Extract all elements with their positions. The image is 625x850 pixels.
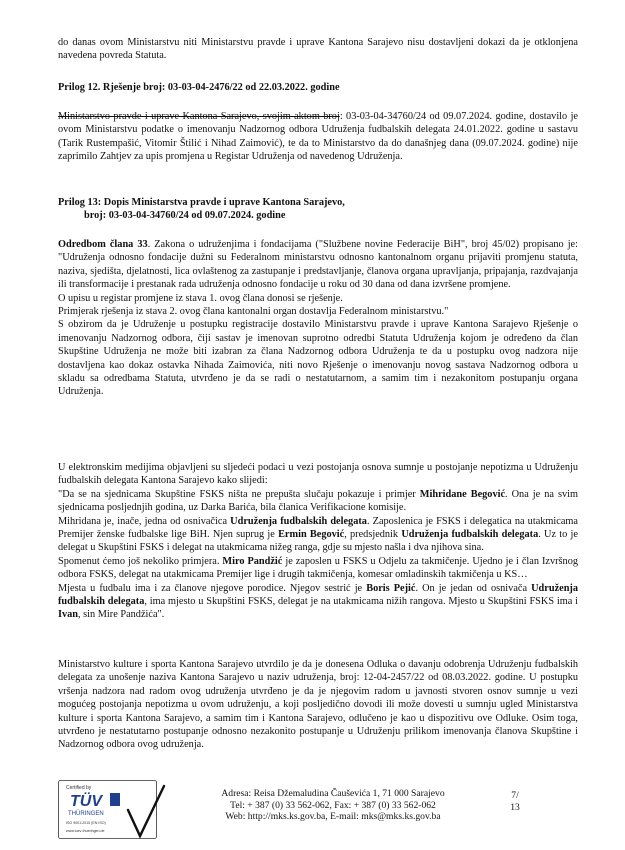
page-footer [58,780,578,840]
paragraph-ministry-conclusion: Ministarstvo kulture i sporta Kantona Sarajevo utvrdilo je da je donesena Odluka o davanju odobrenja Udruženju fudbalskih delegata za unošenje naziva Kantona Sarajevo u naziv udruženja, broj: 12-04-2457/22 od 08.03.2022. godine. U postupku vršenja nadzora nad radom ovog udruženja utvrđeno je da je njegovim radom u javnosti stvoren osnov sumnje u vezi mogućeg postojanja nepotizma u ovom udruženju, a koji posljedično dovodi ili može dovesti u sumnju ugled Ministarstva kulture i sporta Kantona Sarajevo, a samim tim i Kantona Sarajevo, odlučeno je kao u dispozitivu ove Odluke. Osim toga, utvrđeno je nestatutarno postupanje odnosno nezakonito postupanje u Udruženju prilikom imenovanja članova Skupštine i Nadzornog odbora ovog udruženja. [58,659,578,751]
paragraph-ministry-letter: Ministarstvo pravde i uprave Kantona Sarajevo, svojim aktom broj: 03-03-04-34760/24 od 09.07.2024. godine, dostavilo je ovom Ministarstvu podatke o imenovanju Nadzornog odbora Udruženja fudbalskih delegata 24.01.2022. godine u sastavu (Tarik Rustempašić, Vitomir Štilić i Nihad Zaimović), te da to Ministarstvo da do današnjeg dana (09.07.2024. godine) nije zaprimilo Zahtjev za upis promjena u Registar Udruženja od navedenog Udruženja. [58,111,579,163]
paragraph-media-quotes: U elektronskim medijima objavljeni su sljedeći podaci u vezi postojanja osnova sumnje u postojanje nepotizma u Udruženju fudbalskih delegata Kantona Sarajevo kako slijedi: "Da se na sjednicama Skupštine FSKS ništa ne prepušta slučaju pokazuje i primjer Mihridane Begović. Ona je na svim sjednicama posljednjih godina, uz Darka Barića, bila članica Verifikacione komisije. Mihridana je, inače, jedna od osnivačica Udruženja fudbalskih delegata. Zaposlenica je FSKS i delegatica na utakmicama Premijer ženske fudbalske lige BiH. Njen suprug je Ermin Begović, predsjednik Udruženja fudbalskih delegata. Uz to je delegat u Skupštini FSKS i delegat na utakmicama nižeg ranga, gdje su mjesto našla i dva njihova sina. Spomenut ćemo još nekoliko primjera. Miro Pandžić je zaposlen u FSKS u Odjelu za takmičenje. Ujedno je i član Izvršnog odbora FSKS, delegat na utakmicama Premijer lige i drugih takmičenja, komesar omladinskih takmičenja u KS… Mjesta u fudbalu ima i za članove njegove porodice. Njegov sestrić je Boris Pejić. On je jedan od osnivača Udruženja fudbalskih delegata, ima mjesto u Skupštini FSKS, delegat je na utakmicama nižih rangova. Mjesto u Skupštini FSKS ima i Ivan, sin Mire Pandžića". [58,462,579,621]
obzirom-paragraph: S obzirom da je Udruženje u postupku registracije dostavilo Ministarstvu pravde i uprave Kantona Sarajevo Rješenje o imenovanju Nadzornog odbora, čiji sastav je imenovan suprotno odredbi Statuta Udruženja kojom je određeno da član Skupštine Udruženja ne može biti izabran za člana Nadzornog odbora Udruženja te da u postupku ovog nadzora nije dostavljena kao dokaz ostavka Nihada Zaimovića, niti novo Rješenje o imenovanju novog sastava Nadzornog odbora u skladu sa odredbama Statuta, utvrđeno je da se radi o nestatutarnom, a samim tim i nezakonitom postupanju organa Udruženja. [58,319,578,398]
paragraph-intro [58,36,578,63]
page-number: 7/ 13 [510,790,520,813]
struck-text: Ministarstvo pravde i uprave Kantona Sarajevo, svojim aktom broj [58,111,340,122]
upis-line: O upisu u registar promjene iz stava 1. ovog člana donosi se rješenje. [58,292,343,304]
prilog-13-heading: Prilog 13: Dopis Ministarstva pravde i uprave Kantona Sarajevo, broj: 03-03-04-34760/24 od 09.07.2024. godine [58,197,345,222]
svg-text:TÜV: TÜV [70,793,102,810]
svg-text:ISO 9001:2015 (EN ISO): ISO 9001:2015 (EN ISO) [66,821,106,825]
tuv-certification-logo [58,780,170,842]
intro-text: do danas ovom Ministarstvu niti Ministarstvu pravde i uprave Kantona Sarajevo nisu dostavljeni dokazi da je otklonjena navedena povreda Statuta. [58,37,578,62]
primjerak-line: Primjerak rješenja iz stava 2. ovog člana kantonalni organ dostavlja Federalnom ministarstvu." [58,306,449,318]
svg-text:Certified by: Certified by [66,785,92,791]
paragraph-article-33: Odredbom člana 33. Zakona o udruženjima i fondacijama ("Službene novine Federacije BiH", broj 45/02) propisano je: "Udruženja odnosno fondacije dužni su Federalnom ministarstvu odnosno kantonalnom organu prijaviti promjenu statuta, naziva, sjedišta, djelatnosti, lica ovlaštenog za zastupanje i predstavljanje, članova organa upravljanja, pripajanja, razdvajanja ili transformacije i prestanak rada udruženja odnosno fondacije u roku od 30 dana od dana izvršene promjene. O upisu u registar promjene iz stava 1. ovog člana donosi se rješenje. Primjerak rješenja iz stava 2. ovog člana kantonalni organ dostavlja Federalnom ministarstvu." S obzirom da je Udruženje u postupku registracije dostavilo Ministarstvu pravde i uprave Kantona Sarajevo Rješenje o imenovanju Nadzornog odbora, čiji sastav je imenovan suprotno odredbi Statuta Udruženja kojom je određeno da član Skupštine Udruženja ne može biti izabran za člana Nadzornog odbora Udruženja te da u postupku ovog nadzora nije dostavljena kao dokaz ostavka Nihada Zaimovića, niti novo Rješenje o imenovanju novog sastava Nadzornog odbora u skladu sa odredbama Statuta, utvrđeno je da se radi o nestatutarnom, a samim tim i nezakonitom postupanju organa Udruženja. [58,239,578,398]
svg-text:www.tuev-thueringen.de: www.tuev-thueringen.de [66,829,105,833]
prilog-12-heading: Prilog 12. Rješenje broj: 03-03-04-2476/22 od 22.03.2022. godine [58,82,340,93]
footer-address: Adresa: Reisa Džemaludina Čauševića 1, 71 000 Sarajevo Tel: + 387 (0) 33 562-062, Fax: + 387 (0) 33 562-062 Web: http://mks.ks.gov.ba, E-mail: mks@mks.ks.gov.ba [221,788,445,822]
svg-text:THÜRINGEN: THÜRINGEN [68,811,104,817]
web-link[interactable]: http://mks.ks.gov.ba [247,811,326,822]
email-link[interactable]: mks@mks.ks.gov.ba [361,811,441,822]
